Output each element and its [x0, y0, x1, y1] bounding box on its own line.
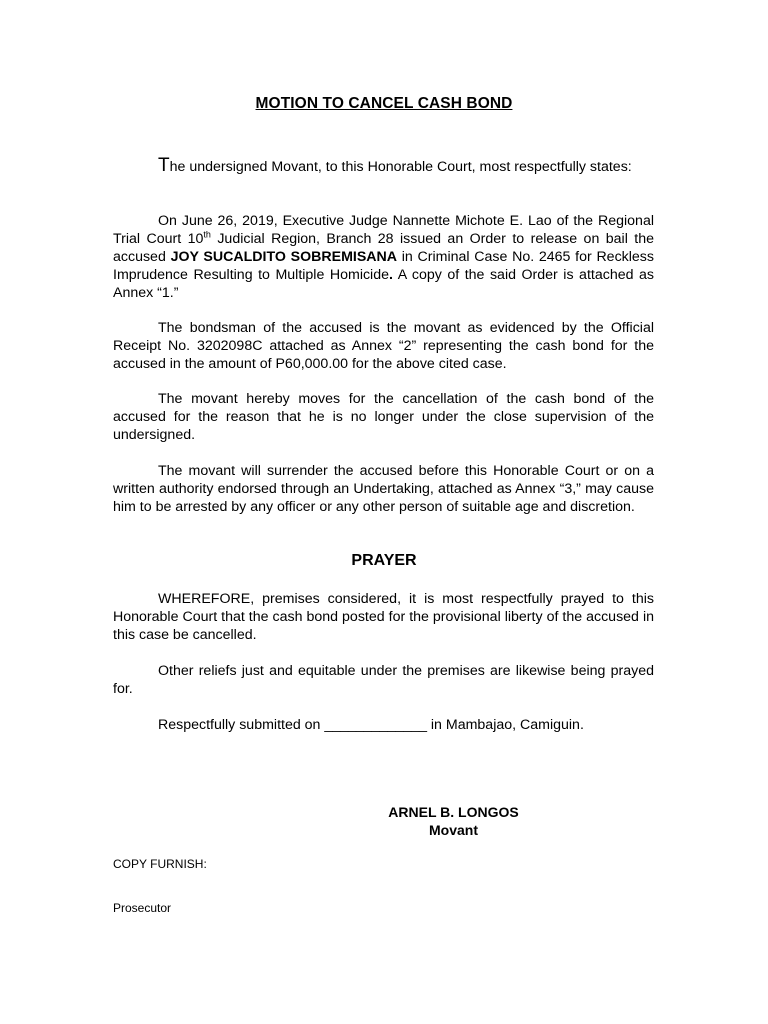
prayer-heading: PRAYER — [351, 552, 417, 569]
intro-text: he undersigned Movant, to this Honorable Court, most respectfully states: — [169, 159, 632, 175]
dropcap-letter: T — [158, 155, 170, 176]
order-text-a: On June 26, 2019, Executive Judge Nannette Michote E. Lao of the Regional Trial Court 10 — [113, 213, 654, 247]
other-reliefs-paragraph: Other reliefs just and equitable under the premises are likewise being prayed for. — [113, 663, 654, 697]
cancellation-paragraph: The movant hereby moves for the cancellation of the cash bond of the accused for the reason that he is no longer under the close supervision of the undersigned. — [113, 391, 654, 443]
signatory-role: Movant — [429, 822, 478, 838]
prayer-paragraph: WHEREFORE, premises considered, it is most respectfully prayed to this Honorable Court that the cash bond posted for the provisional liberty of the accused in this case be cancelled. — [113, 591, 654, 643]
recipient-prosecutor: Prosecutor — [113, 901, 172, 915]
order-paragraph — [113, 212, 654, 302]
order-text-d: A copy of the said Order is attached as Annex “1.” — [113, 267, 654, 301]
signatory-name: ARNEL B. LONGOS — [388, 804, 519, 820]
order-text-c: in Criminal Case No. 2465 for Reckless Imprudence Resulting to Multiple Homicide — [113, 249, 654, 283]
ordinal-suffix: th — [203, 229, 211, 240]
submitted-line: Respectfully submitted on _____________ in Mambajao, Camiguin. — [158, 717, 584, 733]
surrender-paragraph: The movant will surrender the accused before this Honorable Court or on a written authority endorsed through an Undertaking, attached as Annex “3,” may cause him to be arrested by any officer or any other person of suitable age and discretion. — [113, 463, 654, 515]
document-title: MOTION TO CANCEL CASH BOND — [255, 95, 513, 112]
bondsman-paragraph: The bondsman of the accused is the movant as evidenced by the Official Receipt No. 3202098C attached as Annex “2” representing the cash bond for the accused in the amount of P60,000.00 for the above cited case. — [113, 320, 654, 372]
order-text-b: Judicial Region, Branch 28 issued an Order to release on bail the accused — [113, 231, 654, 265]
copy-furnish-label: COPY FURNISH: — [113, 857, 207, 871]
intro-paragraph — [113, 157, 654, 176]
accused-name: JOY SUCALDITO SOBREMISANA — [170, 249, 398, 265]
order-period: . — [389, 267, 393, 283]
